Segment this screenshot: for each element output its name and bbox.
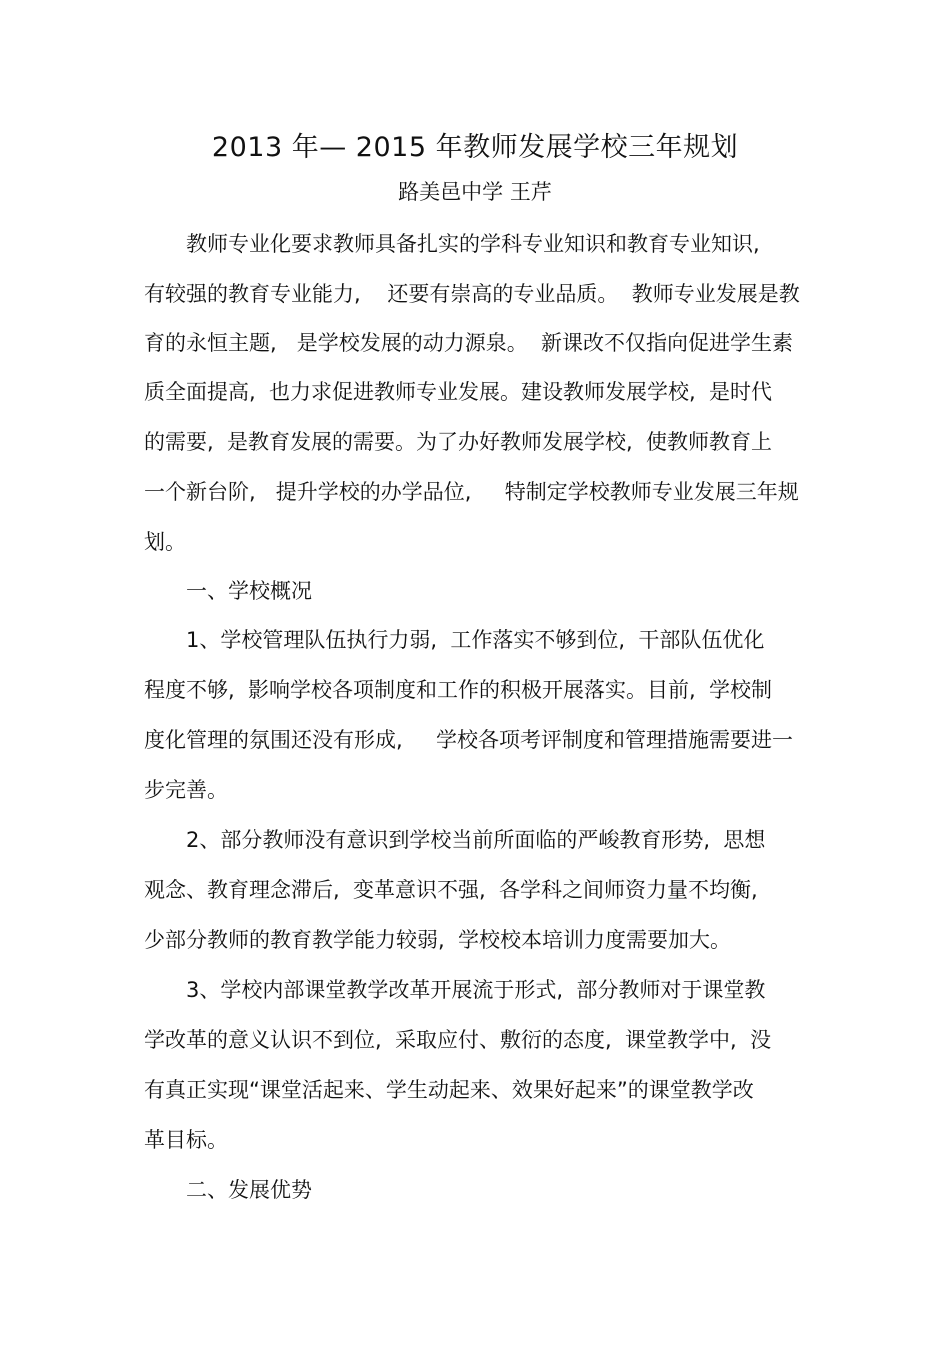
paragraph-intro-line-7: 划。 [144,530,186,554]
paragraph-intro-line-1: 教师专业化要求教师具备扎实的学科专业知识和教育专业知识, [186,232,760,256]
item-2-line-3: 少部分教师的教育教学能力较弱, 学校校本培训力度需要加大。 [144,928,732,952]
item-3-line-4: 革目标。 [144,1128,228,1152]
section-heading-2: 二、发展优势 [186,1178,312,1202]
item-3-line-1: 3、学校内部课堂教学改革开展流于形式, 部分教师对于课堂教 [186,978,766,1002]
item-3-line-3: 有真正实现“课堂活起来、学生动起来、效果好起来”的课堂教学改 [144,1078,754,1102]
paragraph-intro-line-2: 有较强的教育专业能力, 还要有崇高的专业品质。 教师专业发展是教 [144,282,800,306]
document-author-line: 路美邑中学 王芹 [398,180,552,204]
item-3-line-2: 学改革的意义认识不到位, 采取应付、敷衍的态度, 课堂教学中, 没 [144,1028,772,1052]
paragraph-intro-line-3: 育的永恒主题, 是学校发展的动力源泉。 新课改不仅指向促进学生素 [144,331,794,355]
section-heading-1: 一、学校概况 [186,579,312,603]
paragraph-intro-line-4: 质全面提高, 也力求促进教师专业发展。建设教师发展学校, 是时代 [144,380,773,404]
item-1-line-4: 步完善。 [144,778,228,802]
paragraph-intro-line-5: 的需要, 是教育发展的需要。为了办好教师发展学校, 使教师教育上 [144,430,773,454]
item-2-line-1: 2、部分教师没有意识到学校当前所面临的严峻教育形势, 思想 [186,828,766,852]
item-2-line-2: 观念、教育理念滞后, 变革意识不强, 各学科之间师资力量不均衡, [144,878,758,902]
item-1-line-1: 1、学校管理队伍执行力弱, 工作落实不够到位, 干部队伍优化 [186,628,765,652]
paragraph-intro-line-6: 一个新台阶, 提升学校的办学品位, 特制定学校教师专业发展三年规 [144,480,799,504]
item-1-line-3: 度化管理的氛围还没有形成, 学校各项考评制度和管理措施需要进一 [144,728,794,752]
document-title: 2013 年— 2015 年教师发展学校三年规划 [211,132,739,163]
item-1-line-2: 程度不够, 影响学校各项制度和工作的积极开展落实。目前, 学校制 [144,678,773,702]
